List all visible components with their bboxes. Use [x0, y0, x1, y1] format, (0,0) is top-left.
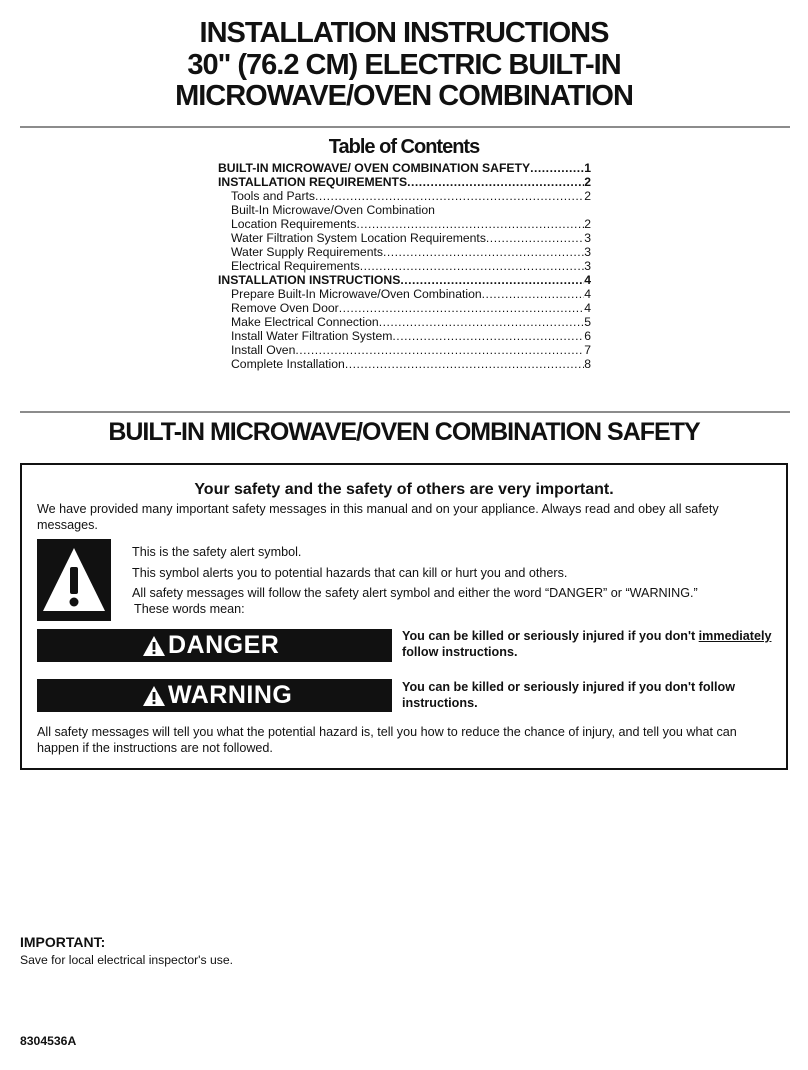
danger-alert-icon [142, 635, 166, 657]
toc-heading: Table of Contents [328, 136, 480, 158]
toc-entry-page: 4 [584, 301, 591, 315]
toc-entry-page: 5 [584, 315, 591, 329]
toc-entry-label: Prepare Built-In Microwave/Oven Combination [231, 287, 482, 301]
danger-label [37, 629, 392, 662]
symbol-text-3: All safety messages will follow the safety alert symbol and either the word “DANGER” or “WARNING.” [132, 586, 698, 600]
toc-entry[interactable] [218, 231, 591, 245]
warning-description: You can be killed or seriously injured if you don't follow instructions. [402, 680, 736, 710]
document-title [0, 18, 808, 113]
toc-entry-label: Tools and Parts [231, 189, 316, 203]
toc-entry-label: Electrical Requirements [231, 259, 360, 273]
toc-entry-label-cont: Location Requirements [231, 217, 357, 231]
title-line-2: 30" (76.2 CM) ELECTRIC BUILT-IN [187, 48, 621, 81]
toc-entry-page: 7 [584, 343, 591, 357]
safety-alert-icon [37, 539, 111, 621]
warning-word: WARNING [168, 681, 293, 709]
safety-box [20, 463, 788, 770]
toc-divider [20, 411, 790, 413]
toc-entry-page: 4 [584, 273, 591, 287]
toc-entry-label: Water Filtration System Location Requirements [231, 231, 486, 245]
title-line-3: MICROWAVE/OVEN COMBINATION [175, 80, 633, 112]
toc-entry-label: Install Oven [231, 343, 296, 357]
toc-entry[interactable] [218, 259, 591, 273]
toc-entry-label: Water Supply Requirements [231, 245, 383, 259]
toc-entry-label: INSTALLATION REQUIREMENTS [218, 175, 408, 189]
toc-entry[interactable] [218, 343, 591, 357]
toc-entry-label: Make Electrical Connection [231, 315, 379, 329]
toc-entry-label: BUILT-IN MICROWAVE/ OVEN COMBINATION SAFETY [218, 161, 531, 175]
symbol-text-1: This is the safety alert symbol. [132, 545, 302, 559]
danger-description: You can be killed or seriously injured if you don't immediately follow instructions. [402, 629, 772, 659]
toc-entry-page: 2 [584, 217, 591, 231]
symbol-text-4: These words mean: [134, 602, 245, 616]
toc-entry-label: Built-In Microwave/Oven Combination [231, 203, 435, 217]
toc-entry[interactable] [218, 287, 591, 301]
safety-intro: We have provided many important safety messages in this manual and on your appliance. Always read and obey all safety messages. [37, 502, 719, 532]
title-line-1: INSTALLATION INSTRUCTIONS [199, 17, 609, 49]
document-number: 8304536A [20, 1034, 77, 1048]
symbol-text-2: This symbol alerts you to potential hazards that can kill or hurt you and others. [132, 566, 568, 580]
safety-closing: All safety messages will tell you what the potential hazard is, tell you how to reduce the chance of injury, and tell you what can happen if the instructions are not followed. [37, 725, 737, 755]
section-heading: BUILT-IN MICROWAVE/OVEN COMBINATION SAFETY [108, 418, 700, 446]
important-label: IMPORTANT: [20, 934, 106, 950]
toc-entry[interactable] [218, 315, 591, 329]
toc-entry[interactable] [218, 273, 591, 287]
toc-entry-page: 2 [584, 189, 591, 203]
toc-entry[interactable] [218, 329, 591, 343]
toc-entry-page: 6 [584, 329, 591, 343]
toc-entry-page: 1 [584, 161, 591, 175]
danger-word: DANGER [168, 631, 280, 659]
toc-entry-page: 4 [584, 287, 591, 301]
toc-entry[interactable] [218, 357, 591, 371]
toc-entry-page: 2 [584, 175, 591, 189]
toc-entry-label: INSTALLATION INSTRUCTIONS [218, 273, 401, 287]
toc-entry-label: Remove Oven Door [231, 301, 339, 315]
toc-entry-page: 3 [584, 231, 591, 245]
toc-entry[interactable] [218, 189, 591, 203]
toc-entry-label: Complete Installation [231, 357, 345, 371]
toc-entry[interactable] [218, 175, 591, 189]
toc-entry-page: 8 [584, 357, 591, 371]
toc-entry-page: 3 [584, 245, 591, 259]
warning-label [37, 679, 392, 712]
toc-entry-label: Install Water Filtration System [231, 329, 393, 343]
toc-entry[interactable] [218, 301, 591, 315]
title-divider [20, 126, 790, 128]
safety-box-title: Your safety and the safety of others are very important. [194, 481, 614, 498]
toc-entry[interactable] [218, 203, 591, 231]
table-of-contents [218, 161, 591, 371]
toc-entry[interactable] [218, 245, 591, 259]
toc-entry[interactable] [218, 161, 591, 175]
toc-entry-page: 3 [584, 259, 591, 273]
warning-alert-icon [142, 685, 166, 707]
important-text: Save for local electrical inspector's use. [20, 953, 233, 967]
